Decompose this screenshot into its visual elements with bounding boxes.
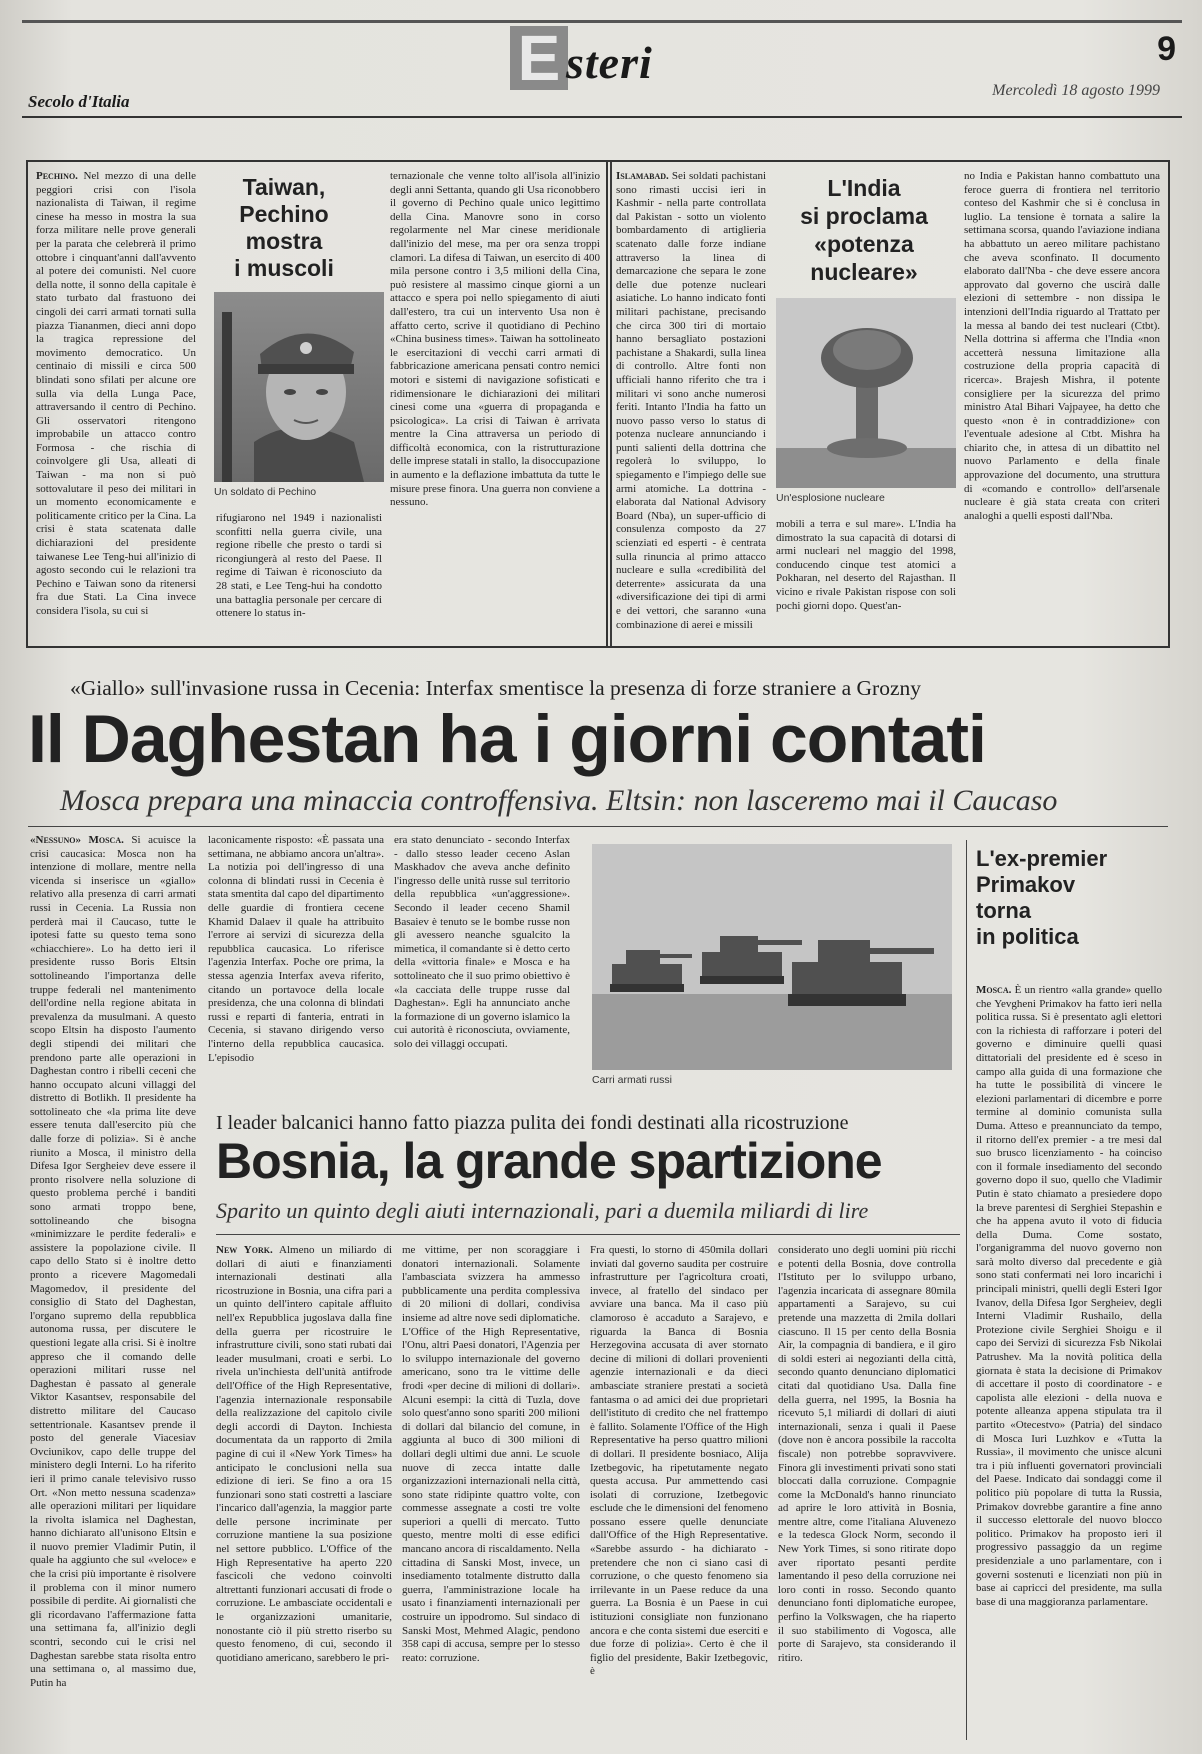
primakov-headline-line-3: torna bbox=[976, 898, 1031, 923]
bosnia-text-4: considerato uno degli uomini più ricchi e potenti della Bosnia, dove controlla l'Istituto per lo sviluppo urbano, l'agenzia incaricata di assegnare 80mila appartamenti a Sarajevo, su cui pretende una mazzetta di 2mila dollari ciascuno. Il 15 per cento della Bosnia Air, la compagnia di bandiera, e il giro di soldi esteri ai negozianti della città, secondo quanto denunciano diplomatici citati dal quotidiano Usa. Dalla fine della guerra, nel 1995, la Bosnia ha ricevuto 5,1 miliardi di dollari di aiuti internazionali, senza i quali il Paese (dove non è ancora possibile la raccolta fiscale) non potrebbe sopravvivere. Finora gli investimenti privati sono stati bloccati dalla corruzione. Compagnie come la McDonald's hanno rinunciato ad aprire le loro attività in Bosnia, mentre altre, come l'italiana Aluvenezo e la tedesca Glock Norm, secondo il New York Times, si sono ritirate dopo aver riportato pesanti perdite lamentando il peso della corruzione nei loro conti in rosso. Secondo quanto denunciano fonti diplomatiche europee, perfino la Volkswagen, che ha riaperto il suo stabilimento di Vogosca, alle porte di Sarajevo, sta considerando il ritiro. bbox=[778, 1244, 956, 1664]
primakov-text: È un rientro «alla grande» quello che Yevgheni Primakov ha fatto ieri nella politica russa. Si è presentato agli elettori con la richiesta di rafforzare i poteri del governo e diminuire quelli quasi dittatoriali del presidente ed è sceso in campo alla guida di una formazione che ha tutte le possibilità di vincere le elezioni parlamentari di dicembre e porre termine al dominio comunista sulla Duma. Atteso e preannunciato da tempo, il ritorno dell'ex premier - a tre mesi dal suo brusco licenziamento - ha coinciso con il formale insediamento del secondo governo dopo il suo, quello che Vladimir Putin è stato chiamato a presiedere dopo la breve parentesi di Serghiei Stepashin e che ha appena avuto il voto di fiducia della Duma. Come sostato, l'organigramma del nuovo governo non sarà molto diverso dal precedente e già sono stati confermati nei loro incarichi i principali ministri, quelli degli Esteri Igor Ivanov, della Difesa Igor Sergheiev, degli Interni Vladimir Rushailo, della Protezione civile Serghiei Shoigu e il capo dei Servizi di sicurezza Fsb Nikolai Patrushev. Ma la novità politica della giornata è stata la decisione di Primakov di accettare il posto di coordinatore - e capolista alle elezioni - della nuova e potente alleanza appena stipulata tra il partito «Otecestvo» (Patria) del sindaco di Mosca Iuri Luzhkov e «Tutta la Russia», il movimento che unisce alcuni tra i più influenti governatori provinciali del Paese. Indicato dai sondaggi come il politico più popolare di tutta la Russia, Primakov dovrebbe garantire a fine anno il successo elettorale del nuovo blocco politico. Primakov ha proposto ieri il progressivo passaggio da un regime presidenziale a uno parlamentare, con i governi sostenuti e licenziati non più in base ai capricci del presidente, ma sulla base di una maggioranza parlamentare. bbox=[976, 984, 1162, 1608]
taiwan-headline-line-1: Taiwan, bbox=[242, 174, 326, 200]
india-headline-line-3: «potenza bbox=[814, 231, 914, 257]
taiwan-headline bbox=[204, 174, 364, 282]
daghestan-column-3 bbox=[394, 834, 570, 1078]
india-headline-line-4: nucleare» bbox=[810, 259, 918, 285]
india-text-2: mobili a terra e sul mare». L'India ha dimostrato la sua capacità di dotarsi di armi nucleari nel maggio del 1998, conducendo cinque test atomici a Pokharan, nel deserto del Rajasthan. Il vicino e rivale Pakistan rispose con soli pochi giorni dopo. Quest'an- bbox=[776, 518, 956, 612]
bosnia-headline: Bosnia, la grande spartizione bbox=[216, 1133, 882, 1189]
bosnia-column-1 bbox=[216, 1244, 392, 1746]
primakov-headline bbox=[976, 846, 1166, 950]
masthead-rule bbox=[22, 116, 1182, 118]
taiwan-headline-line-2: Pechino bbox=[239, 201, 329, 227]
column-divider bbox=[966, 840, 967, 1740]
taiwan-column-1 bbox=[36, 170, 196, 638]
taiwan-headline-line-3: mostra bbox=[245, 228, 323, 254]
taiwan-article-box bbox=[26, 160, 612, 648]
primakov-column bbox=[976, 984, 1162, 1746]
bosnia-deck: Sparito un quinto degli aiuti internazionali, pari a duemila miliardi di lire bbox=[216, 1198, 869, 1223]
daghestan-deck: Mosca prepara una minaccia controffensiva. Eltsin: non lasceremo mai il Caucaso bbox=[60, 784, 1058, 817]
bosnia-text-3: Fra questi, lo storno di 450mila dollari inviati dal governo saudita per costruire infrastrutture per l'agricoltura croati, invece, al fratello del sindaco per avviare una banca. Ma il caso più clamoroso è accaduto a Sarajevo, e riguarda la Banca di Bosnia Herzegovina accusata di aver stornato decine di milioni di dollari provenienti agenzie internazionali e da dieci ambasciate straniere prestati a società fantasma o ad amici dei due proprietari dell'istituto di credito che nel frattempo è fallito. Solamente l'Office of the High Representative ha perso quattro milioni di dollari. Il presidente bosniaco, Alija Izetbegovic, ha ripetutamente negato questa accusa. Pur ammettendo casi isolati di corruzione, Izetbegovic esclude che le dimensioni del fenomeno possano essere quelle denunciate dall'Office of the High Representative. «Sarebbe assurdo - ha dichiarato - pretendere che non ci siano casi di corruzione, o che questo fenomeno sia irrilevante in un Paese reduce da una guerra. La Bosnia è un Paese in cui istituzioni consigliate non funzionano ancora e che conta sistemi due eserciti e due forze di polizia». Certo è che il figlio del presidente, Bakir Izetbegovic, è bbox=[590, 1244, 768, 1678]
india-text-1: Sei soldati pachistani sono rimasti uccisi ieri in Kashmir - nella parte controllata dal Pakistan - sotto un violento bombardamento di artiglieria scatenato dalle forze indiane attraverso la linea di demarcazione che separa le zone delle due potenze nucleari asiatiche. Lo hanno indicato fonti militari pachistane, precisando che circa 300 tiri di mortaio hanno bersagliato postazioni pachistane a Shakardi, sulla linea di controllo. Altre fonti non ufficiali hanno riferito che tra i militari vi sono anche numerosi feriti. Intanto l'India ha fatto un nuovo passo verso lo status di potenza nucleare annunciando i punti salienti della dottrina che regolerà lo sviluppo, lo spiegamento e l'impiego delle sue armi atomiche. La dottrina - elaborata dal National Advisory Board (Nba), un super-ufficio di consulenza composto da 27 scienziati ed esperti - è centrata sulla rinuncia al primo attacco nucleare e sulla «credibilità del deterrente» assicurata da una «diversificazione dei tipi di armi e dei vettori, che saranno «una combinazione di aerei e missili bbox=[616, 170, 766, 631]
daghestan-text-1: Si acuisce la crisi caucasica: Mosca non ha intenzione di mollare, mentre nella vicenda si inserisce un «giallo» relativo alla presenza di carri armati russi in Cecenia. La Russia non perderà mai il Caucaso, tutte le ipotesi fatte su questo tema sono «chiacchiere». Lo ha detto ieri il presidente russo Boris Eltsin sottolineando l'importanza delle truppe federali nel mantenimento dell'ordine nella regione abitata in prevalenza da musulmani. A questo scopo Eltsin ha disposto l'aumento degli stipendi dei militari che prendono parte alle operazioni in Daghestan contro i ribelli ceceni che hanno occupato alcuni villaggi del distretto di Botlikh. Il presidente ha sottolineato che «la prima lite deve essere tenuta dall'esercito più che dalle forze di polizia». Si è anche riunito a Mosca, il ministro della Difesa Igor Sergheiev deve essere il pronto risolvere nella soluzione di questo problema perché i banditi sono armati troppo bene, sottolineando che bisogna «minimizzare le perdite federali» e assistere la popolazione civile. Il capo dello Stato si è inoltre detto pronto a ricevere Magomedali Magomedov, il presidente del consiglio di Stato del Daghestan, l'organo supremo della repubblica autonoma russa, per discutere le questioni legate alla crisi. Si è inoltre appreso che il comando delle operazioni militari russe nel Daghestan è passato al generale Viktor Kasantsev, responsabile del distretto militare del Caucaso settentrionale. Kasantsev prende il posto del generale Viacesiav Ovciunikov, capo delle truppe del ministero degli Interni. Lo ha riferito ieri il primo canale televisivo russo Ort. «Non metto nessuna scadenza» alle operazioni militari per liquidare la rivolta islamica nel Daghestan, hanno dichiarato all'unisono Eltsin e il nuovo premier Vladimir Putin, il quale ha aggiunto che sul «veloce» e che la crisi più importante è risolvere il problema con il minor numero possibile di perdite. Ai giornalisti che gli ricordavano l'affermazione fatta una settimana fa, all'inizio degli scontri, secondo cui le crisi nel Daghestan sarebbe stata risolta entro una settimana o, al massimo due, Putin ha bbox=[30, 834, 196, 1689]
soldier-photo bbox=[214, 292, 384, 482]
daghestan-text-2: laconicamente risposto: «È passata una settimana, ne abbiamo ancora un'altra». La notizia poi dell'ingresso di una colonna di blindati russi in Cecenia è stata smentita dal capo del dipartimento delle guardie di frontiera cecene Khamid Dalaev il quale ha attribuito l'errore ai servizi di sicurezza della repubblica caucasica. Lo riferisce l'agenzia Interfax. Poche ore prima, la stessa agenzia Interfax aveva riferito, citando un portavoce della locale presidenza, che una colonna di blindati russi e reparti di fanteria, entrati in Cecenia, si stavano dirigendo verso l'interno della repubblica caucasica. L'episodio bbox=[208, 834, 384, 1064]
bosnia-text-1: Almeno un miliardo di dollari di aiuti e finanziamenti internazionali destinati alla ricostruzione in Bosnia, una cifra pari a un quinto dell'intero capitale affluito nell'ex Repubblica jugoslava dalla fine della guerra per ricostruire le infrastrutture civili, sono stati rubati dai leader musulmani, croati e serbi. Lo rivela un'inchiesta dell'unità antifrode dell'Office of the High Representative, l'agenzia internazionale responsabile della realizzazione del capitolo civile degli accordi di Dayton. Inchiesta documentata da un rapporto di 2mila pagine di cui il «New York Times» ha anticipato le conclusioni nella sua edizione di ieri. Se fino a ora 15 funzionari sono stati costretti a lasciare l'incarico dall'agenzia, la maggior parte delle persone incriminate per corruzione mantiene la sua posizione nel settore pubblico. L'Office of the High Representative ha aperto 220 fascicoli che vedono coinvolti altrettanti funzionari accusati di frode o corruzione. Le ambasciate occidentali e le organizzazioni umanitarie, nonostante ciò il più stretto riserbo su questo fenomeno, di cui, secondo il quotidiano americano, sarebbero le pri- bbox=[216, 1244, 392, 1664]
india-article-box bbox=[606, 160, 1170, 648]
taiwan-column-3 bbox=[390, 170, 600, 638]
daghestan-column-2 bbox=[208, 834, 384, 1078]
primakov-headline-line-1: L'ex-premier bbox=[976, 846, 1108, 871]
section-name: steri bbox=[566, 37, 653, 88]
page-number: 9 bbox=[1157, 30, 1176, 68]
tanks-photo-caption: Carri armati russi bbox=[592, 1074, 672, 1086]
daghestan-kicker: «Giallo» sull'invasione russa in Cecenia: Interfax smentisce la presenza di forze straniere a Grozny bbox=[70, 676, 922, 700]
daghestan-column-1 bbox=[30, 834, 196, 1746]
explosion-illustration bbox=[776, 298, 956, 488]
primakov-location: Mosca. bbox=[976, 984, 1012, 996]
taiwan-text-2: rifugiarono nel 1949 i nazionalisti sconfitti nella guerra civile, una regione ribelle che presto o tardi si ricongiungerà al resto del Paese. Il regime di Taiwan è riconosciuto da 28 stati, e Lee Teng-hui ha condotto una battaglia personale per cercare di ottenere lo status in- bbox=[216, 512, 382, 620]
daghestan-column-4 bbox=[780, 1000, 950, 1078]
bosnia-kicker: I leader balcanici hanno fatto piazza pulita dei fondi destinati alla ricostruzione bbox=[216, 1112, 849, 1134]
daghestan-headline: Il Daghestan ha i giorni contati bbox=[28, 701, 986, 777]
india-column-2 bbox=[776, 518, 956, 638]
daghestan-text-3: era stato denunciato - secondo Interfax - dallo stesso leader ceceno Aslan Maskhadov che aveva anche definito l'ingresso delle unità russe sul territorio della repubblica «un'aggressione». Secondo il leader ceceno Shamil Basaiev è tenuto se le bombe russe non gli avessero neanche sgualcito la mimetica, il comandante si è detto certo della «vittoria finale» e Mosca e ha sottolineato che il suo primo obiettivo è «la cacciata delle truppe russe dal Daghestan». Egli ha annunciato anche la formazione di un governo islamico la cui autorità è riconosciuta, ovviamente, solo dei villaggi occupati. bbox=[394, 834, 570, 1050]
taiwan-text-1: Nel mezzo di una delle peggiori crisi con l'isola nazionalista di Taiwan, il regime cinese ha messo in mostra la sua forza militare nelle prove generali per la parata che celebrerà il primo ottobre i cinquant'anni dall'avvento al potere dei comunisti. Nel cuore della notte, il sonno della capitale è stato turbato dal frastuono dei cingoli dei carri armati tornati sulla piazza Tiananmen, dieci anni dopo la tragica repressione del movimento democratico. Un centinaio di missili e circa 500 blindati sono sfilati per alcune ore sulla via della Lunga Pace, attraversando il centro di Pechino. Gli osservatori ritengono improbabile un attacco contro Formosa - che rischia di coinvolgere gli Usa, alleati di Taiwan - ma non si può sottovalutare il peso dei militari in un momento economicamente e politicamente critico per la Cina. La crisi è stata scatenata dalle dichiarazioni del presidente taiwanese Lee Teng-hui all'inizio di agosto secondo cui le relazioni tra Pechino e Taiwan sono da ritenersi fra due Stati. La Cina invece considera l'isola, su cui si bbox=[36, 170, 196, 617]
bosnia-column-4 bbox=[778, 1244, 956, 1746]
india-headline-line-1: L'India bbox=[827, 175, 901, 201]
soldier-photo-caption: Un soldato di Pechino bbox=[214, 486, 317, 498]
taiwan-text-3: ternazionale che venne tolto all'isola all'inizio degli anni Settanta, quando gli Usa riconobbero il governo di Pechino quale unico legittimo della Cina. Manovre sono in corso regolarmente nel Mar cinese meridionale dall'inizio del mese, ma per ora senza troppi clamori. La difesa di Taiwan, un esercito di 400 mila persone contro i 3,5 milioni della Cina, può resistere al massimo cinque giorni a un attacco e spera poi nello spiegamento di aiuti dall'estero, tra cui un intervento Usa non è affatto certo, scrive il quotidiano di Pechino «China business times». Taiwan ha sottolineato le esercitazioni di vecchi carri armati di fabbricazione americana pensati contro nemici motori e sistemi di navigazione sofisticati e ridimensionare le dichiarazioni dei militari cinesi come una «guerra di propaganda e psicologica». La crisi di Taiwan è arrivata mentre la Cina attraversa un periodo di difficoltà economica, con la ristrutturazione delle imprese statali in stallo, la disoccupazione in aumento e la deflazione imbattuta da tutte le misure prese finora. Una guerra non conviene a nessuno. bbox=[390, 170, 600, 509]
india-column-1 bbox=[616, 170, 766, 638]
india-location: Islamabad. bbox=[616, 170, 669, 182]
section-initial: E bbox=[510, 26, 568, 90]
paper-name: Secolo d'Italia bbox=[28, 92, 130, 111]
bosnia-location: New York. bbox=[216, 1244, 273, 1256]
india-column-3 bbox=[964, 170, 1160, 638]
bosnia-column-3 bbox=[590, 1244, 768, 1746]
bosnia-column-2 bbox=[402, 1244, 580, 1746]
taiwan-location: Pechino. bbox=[36, 170, 78, 182]
bosnia-rule bbox=[216, 1234, 960, 1235]
india-headline-line-2: si proclama bbox=[800, 203, 928, 229]
daghestan-location: «Nessuno» Mosca. bbox=[30, 834, 124, 846]
section-title bbox=[510, 22, 710, 100]
india-text-3: no India e Pakistan hanno combattuto una feroce guerra di frontiera nel territorio conteso del Kashmir che si è conclusa in luglio. La tensione è tornata a salire la settimana scorsa, quando l'aviazione indiana ha abbattuto un aereo militare pachistano che aveva sconfinato. Il documento elaborato dall'Nba - che deve essere ancora approvato dal governo che uscirà dalle elezioni di settembre - non dissipa le intenzioni dell'India riguardo al Trattato per la messa al bando dei test nucleari (Ctbt). Nella dottrina si afferma che l'India «non accetterà nessuna limitazione alla costruzione della propria capacità di ricerca». Brajesh Mishra, il potente consigliere per la sicurezza del primo ministro Atal Bihari Vajpayee, ha detto che questo «non è in contraddizione» con l'eventuale adesione al Ctbt. Mishra ha chiarito che, in attesa di un dibattito nel nuovo Parlamento e della finale approvazione del documento, una struttura di «comando e controllo» dell'arsenale nucleare è già stata creata con criteri analoghi a quelli esposti dall'Nba. bbox=[964, 170, 1160, 522]
taiwan-column-2 bbox=[216, 512, 382, 638]
daghestan-rule bbox=[28, 826, 1168, 827]
india-headline bbox=[774, 174, 954, 286]
primakov-headline-line-2: Primakov bbox=[976, 872, 1076, 897]
explosion-photo-caption: Un'esplosione nucleare bbox=[776, 492, 885, 504]
explosion-photo bbox=[776, 298, 956, 488]
date-line: Mercoledì 18 agosto 1999 bbox=[992, 82, 1160, 99]
primakov-headline-line-4: in politica bbox=[976, 924, 1079, 949]
taiwan-headline-line-4: i muscoli bbox=[234, 255, 334, 281]
bosnia-text-2: me vittime, per non scoraggiare i donatori internazionali. Solamente l'ambasciata svizzera ha ammesso pubblicamente una perdita complessiva di 20 milioni di dollari, condivisa insieme ad altre nove sedi diplomatiche. L'Office of the High Representative, l'Onu, altri Paesi donatori, l'Agenzia per lo sviluppo internazionale del governo americano, sono tra le vittime delle frodi «per decine di milioni di dollari». Alcuni esempi: la città di Tuzla, dove solo quest'anno sono spariti 200 milioni di dollari dal bilancio del comune, in aggiunta al buco di 300 milioni di dollari degli ultimi due anni. Le scuole nuove di zecca intatte dalle organizzazioni internazionali nella città, sono state ridipinte quattro volte, con commesse assegnate a costi tre volte superiori a quelli di mercato. Tutto questo, mentre molti di esse edifici mancano ancora di riscaldamento. Nella cittadina di Sanski Most, invece, un insediamento totalmente distrutto dalla guerra, l'amministrazione locale ha usato i finanziamenti internazionali per costruire un ippodromo. Sul sindaco di Sanski Most, Mehmed Alagic, pendono 358 capi di accusa, sempre per lo stesso reato: corruzione. bbox=[402, 1244, 580, 1664]
soldier-illustration bbox=[214, 292, 384, 482]
